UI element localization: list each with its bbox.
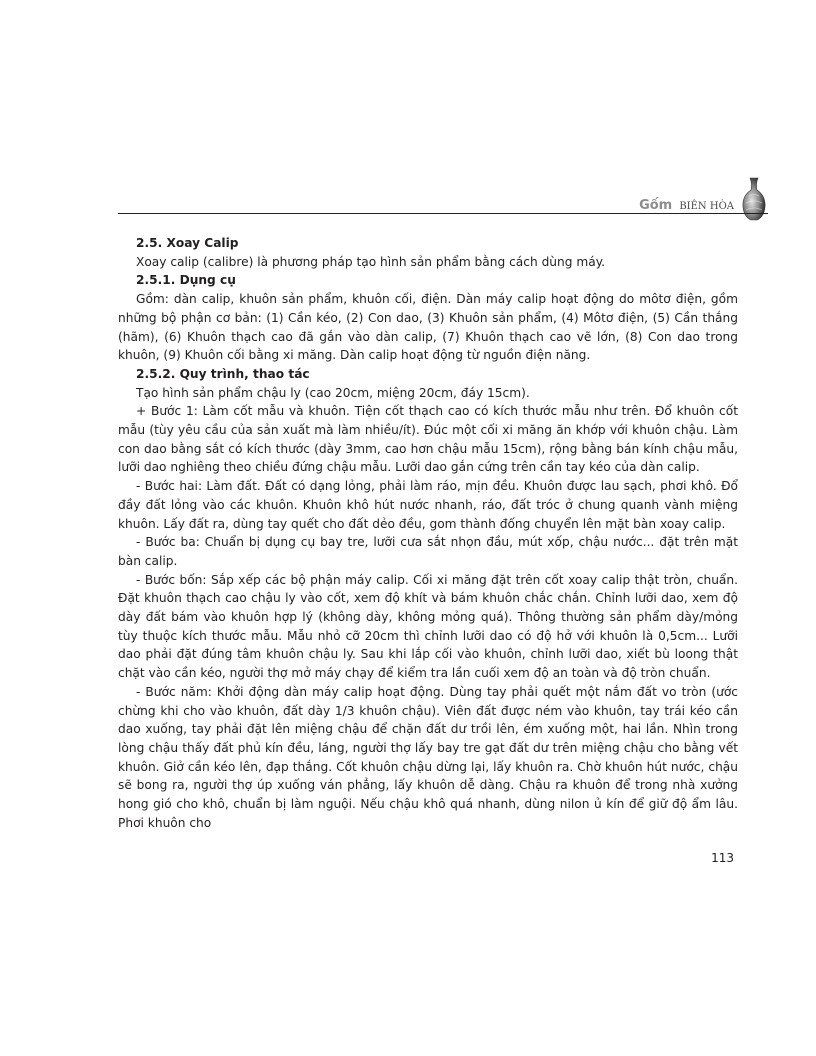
brand-title	[639, 194, 734, 213]
paragraph: - Bước năm: Khởi động dàn máy calip hoạt động. Dùng tay phải quết một nắm đất vo tròn (ước chừng khi cho vào khuôn, đất dày 1/3 khuôn chậu). Viên đất được ném vào khuôn, tay trái kéo cần dao xuống, tay phải đặt lên miệng chậu để chặn đất dư trồi lên, ém xuống một, hai lần. Nhìn trong lòng chậu thấy đất phủ kín đều, láng, người thợ lấy bay tre gạt đất dư trên miệng chậu cho bằng vết khuôn. Giở cần kéo lên, đạp thắng. Cốt khuôn chậu dừng lại, lấy khuôn ra. Chờ khuôn hút nước, chậu sẽ bong ra, người thợ úp xuống ván phẳng, lấy khuôn dễ dàng. Chậu ra khuôn để trong nhà xưởng hong gió cho khô, chuẩn bị làm nguội. Nếu chậu khô quá nhanh, dùng nilon ủ kín để giữ độ ẩm lâu. Phơi khuôn cho	[118, 684, 738, 830]
page-number: 113	[711, 851, 734, 865]
tools-heading: 2.5.1. Dụng cụ	[136, 273, 236, 288]
vase-icon	[740, 176, 768, 222]
paragraph: - Bước bốn: Sắp xếp các bộ phận máy calip. Cối xi măng đặt trên cốt xoay calip thật tròn, chuẩn. Đặt khuôn thạch cao chậu ly vào cốt, xem độ khít và bám khuôn chắc chắn. Chỉnh lưỡi dao, xem độ dày đất bám vào khuôn hợp lý (không dày, không mỏng quá). Thông thường sản phẩm dày/mỏng tùy thuộc kích thước mẫu. Mẫu nhỏ cỡ 20cm thì chỉnh lưỡi dao có độ hở với khuôn là 0,5cm... Lưỡi dao phải đặt đúng tâm khuôn chậu ly. Sau khi lắp cối vào khuôn, chỉnh lưỡi dao, xiết bù loong thật chặt vào cần kéo, người thợ mở máy chạy để kiểm tra lần cuối xem độ an toàn và độ tròn chuẩn.	[118, 572, 738, 681]
paragraph: - Bước hai: Làm đất. Đất có dạng lỏng, phải làm ráo, mịn đều. Khuôn được lau sạch, phơi khô. Đổ đầy đất lỏng vào các khuôn. Khuôn khô hút nước nhanh, ráo, đất tróc ở chung quanh vành miệng khuôn. Lấy đất ra, dùng tay quết cho đất dẻo đều, gom thành đống chuyển lên mặt bàn xoay calip.	[118, 479, 738, 531]
running-header	[118, 176, 768, 214]
section-title: 2.5. Xoay Calip	[136, 236, 239, 250]
paragraph: + Bước 1: Làm cốt mẫu và khuôn. Tiện cốt thạch cao có kích thước mẫu như trên. Đổ khuôn cốt mẫu (tùy yêu cầu của sản xuất mà làm nhiều/ít). Đúc một cối xi măng ăn khớp với khuôn chậu. Làm con dao bằng sắt có kích thước (dày 3mm, cao hơn chậu mẫu 15cm), rộng bằng bán kính chậu mẫu, lưỡi dao nghiêng theo chiều đứng chậu mẫu. Lưỡi dao gắn cứng trên cần tay kéo của dàn calip.	[118, 404, 738, 475]
paragraph: - Bước ba: Chuẩn bị dụng cụ bay tre, lưỡi cưa sắt nhọn đầu, mút xốp, chậu nước... đặt trên mặt bàn calip.	[118, 535, 738, 568]
page-content	[118, 234, 738, 833]
tools-paragraph: Gồm: dàn calip, khuôn sản phẩm, khuôn cối, điện. Dàn máy calip hoạt động do môtơ điện, gồm những bộ phận cơ bản: (1) Cần kéo, (2) Con dao, (3) Khuôn sản phẩm, (4) Môtơ điện, (5) Cần thắng (hãm), (6) Khuôn thạch cao đã gắn vào dàn calip, (7) Khuôn thạch cao vẽ lớn, (8) Con dao trong khuôn, (9) Khuôn cối bằng xi măng. Dàn calip hoạt động từ nguồn điện năng.	[118, 292, 738, 363]
paragraph: Tạo hình sản phẩm chậu ly (cao 20cm, miệng 20cm, đáy 15cm).	[136, 385, 530, 400]
process-heading: 2.5.2. Quy trình, thao tác	[136, 366, 310, 381]
brand-main: Gốm	[639, 198, 673, 213]
section-intro: Xoay calip (calibre) là phương pháp tạo hình sản phẩm bằng cách dùng máy.	[136, 254, 606, 269]
header-rule	[118, 213, 768, 214]
brand-sub: BIÊN HÒA	[679, 201, 734, 212]
